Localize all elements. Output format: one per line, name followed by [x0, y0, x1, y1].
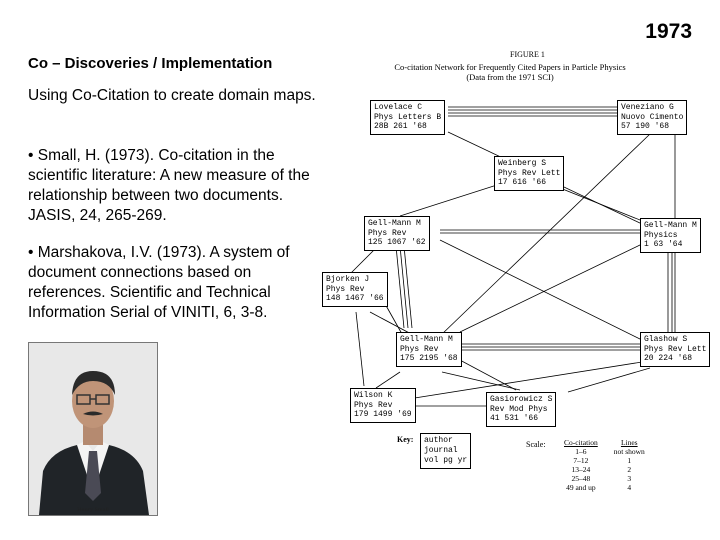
- node-gasiorowicz: Gasiorowicz S Rev Mod Phys 41 531 '66: [486, 392, 556, 427]
- node-gell-mann-1968: Gell-Mann M Phys Rev 175 2195 '68: [396, 332, 462, 367]
- scale-row: 49 and up 4: [566, 483, 632, 492]
- scale-table: [556, 438, 653, 492]
- figure-title: [380, 62, 640, 82]
- figure-label: FIGURE 1: [510, 50, 545, 59]
- slide-heading: Co – Discoveries / Implementation: [28, 55, 273, 72]
- node-bjorken: Bjorken J Phys Rev 148 1467 '66: [322, 272, 388, 307]
- scale-row: 25–48 3: [571, 474, 632, 483]
- node-gell-mann-1964: Gell-Mann M Physics 1 63 '64: [640, 218, 701, 253]
- node-veneziano: Veneziano G Nuovo Cimento 57 190 '68: [617, 100, 687, 135]
- intro-text: Using Co-Citation to create domain maps.: [28, 87, 316, 104]
- portrait-image: [29, 343, 157, 515]
- key-label: Key:: [397, 435, 414, 444]
- scale-row: 13–24 2: [571, 465, 632, 474]
- figure-title-line2: (Data from the 1971 SCI): [466, 72, 554, 82]
- scale-label: Scale:: [526, 440, 546, 449]
- scale-header-lines: Lines: [620, 438, 638, 447]
- node-weinberg: Weinberg S Phys Rev Lett 17 616 '66: [494, 156, 564, 191]
- node-wilson: Wilson K Phys Rev 179 1499 '69: [350, 388, 416, 423]
- key-box: author journal vol pg yr: [420, 433, 471, 469]
- portrait-photo: [28, 342, 158, 516]
- reference-marshakova-1973: • Marshakova, I.V. (1973). A system of document connections based on references. Scientific and Technical Information Serial of VINITI, 6, 3-8.: [28, 244, 290, 321]
- cocitation-network-figure: [320, 44, 715, 536]
- reference-small-1973: • Small, H. (1973). Co-citation in the scientific literature: A new measure of the relationship between two documents. JASIS, 24, 265-269.: [28, 147, 310, 224]
- photo-caption: Henry Small: [77, 507, 109, 513]
- node-glashow: Glashow S Phys Rev Lett 20 224 '68: [640, 332, 710, 367]
- figure-title-line1: Co-citation Network for Frequently Cited Papers in Particle Physics: [394, 62, 626, 72]
- node-gell-mann-1962: Gell-Mann M Phys Rev 125 1067 '62: [364, 216, 430, 251]
- slide-year: 1973: [645, 20, 692, 43]
- scale-header-cocitation: Co-citation: [564, 438, 598, 447]
- scale-row: 7–12 1: [573, 456, 632, 465]
- scale-row: 1–6 not shown: [575, 447, 645, 456]
- node-lovelace: Lovelace C Phys Letters B 28B 261 '68: [370, 100, 445, 135]
